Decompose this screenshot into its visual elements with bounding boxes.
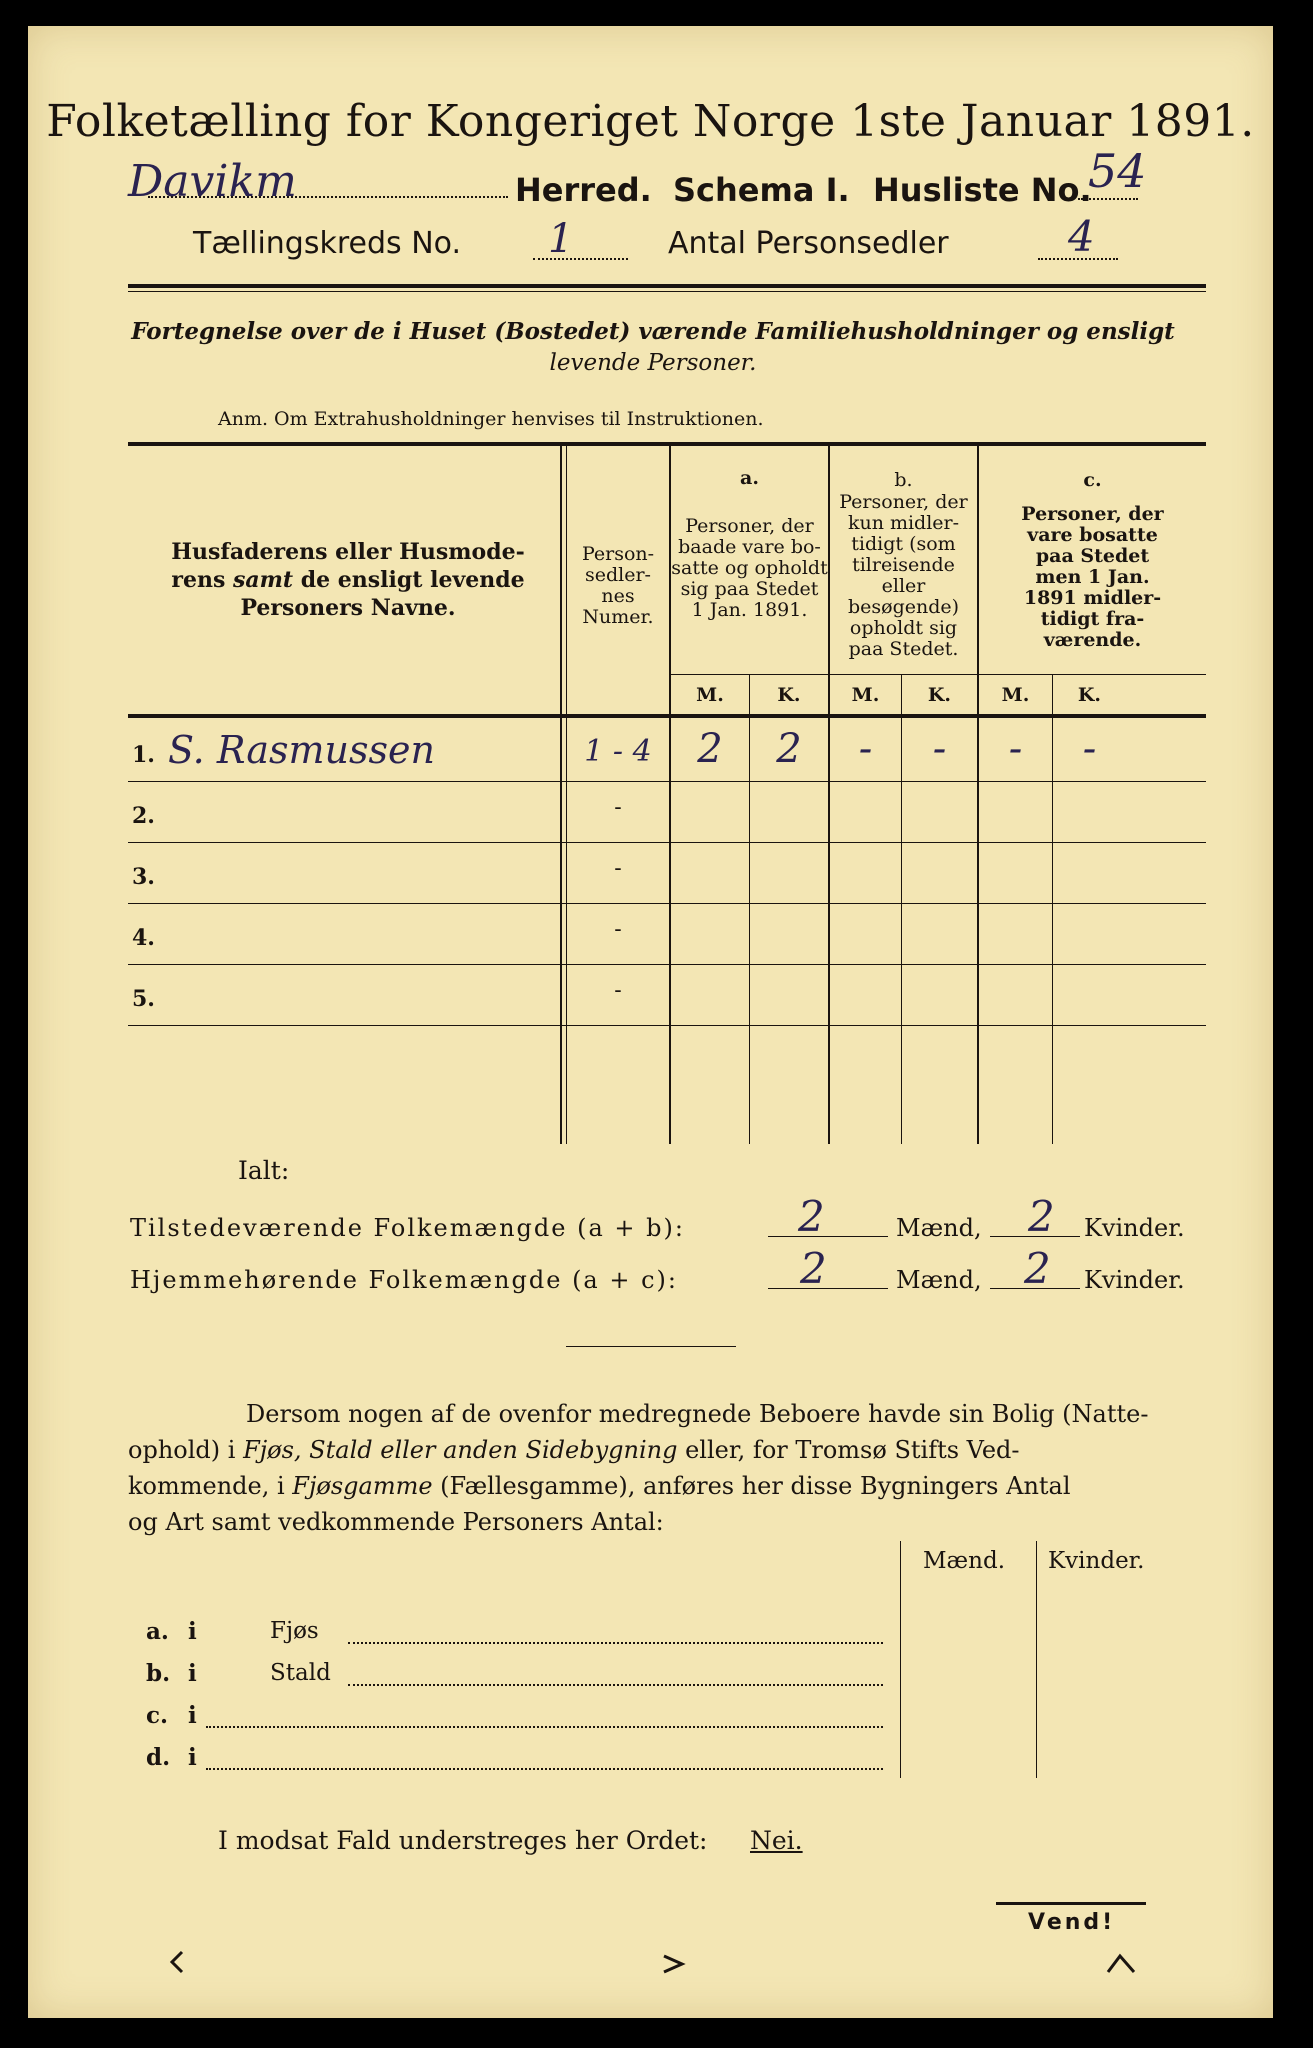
tilstede-kvinder-word: Kvinder. <box>1084 1214 1185 1242</box>
census-form-sheet <box>28 26 1273 2018</box>
col-b-header-line: opholdt sig <box>849 617 958 639</box>
vend-label: Vend! <box>1028 1910 1116 1935</box>
row-name: S. Rasmussen <box>168 728 435 772</box>
mk-header-rule <box>669 674 1206 675</box>
buildings-maend-header: Mænd. <box>923 1548 1006 1574</box>
anm-note: Anm. Om Extrahusholdninger henvises til Instruktionen. <box>218 408 764 430</box>
row-count-a-m: 2 <box>697 726 723 772</box>
row-number: 2. <box>132 803 155 829</box>
tilstede-label: Tilstedeværende Folkemængde (a + b): <box>130 1214 685 1242</box>
col-num-header: Person- sedler- nes Numer. <box>581 543 655 628</box>
building-word: Stald <box>270 1660 331 1686</box>
herred-name: Davikm <box>128 156 297 207</box>
col-a-header-line: satte og opholdt <box>671 557 828 579</box>
tilstede-maend-word: Mænd, <box>896 1214 982 1242</box>
kreds-dotted-line <box>533 258 628 260</box>
col-c-header-line: tidigt fra- <box>1040 608 1145 630</box>
row-count-b-m: - <box>858 726 873 772</box>
col-a-header-line: 1 Jan. 1891. <box>691 599 808 621</box>
header-rule-thick <box>128 284 1206 288</box>
row-count-b-k: - <box>932 726 947 772</box>
hjemme-maend-line <box>768 1288 888 1289</box>
table-row <box>28 844 1273 905</box>
b-m-label: M. <box>851 684 880 706</box>
col-b-header-line: Personer, der <box>839 491 968 513</box>
husliste-dotted-line <box>1078 198 1138 200</box>
building-dotted-line <box>206 1768 883 1770</box>
col-c-header-line: 1891 midler- <box>1023 587 1162 609</box>
col-b-header-line: tidigt (som <box>851 533 956 555</box>
hjemme-label: Hjemmehørende Folkemængde (a + c): <box>130 1266 678 1294</box>
row-sedler-number: 1 - 4 <box>584 734 652 769</box>
corner-mark-right <box>1106 1952 1136 1974</box>
corner-mark-left <box>168 1950 188 1974</box>
antal-dotted-line <box>1038 258 1118 260</box>
row-rule <box>128 781 1206 782</box>
intro-heading-1: Fortegnelse over de i Huset (Bostedet) værende Familiehusholdninger og ensligt <box>131 318 1175 345</box>
row-sedler-number: - <box>614 978 622 1003</box>
row-number: 4. <box>132 925 155 951</box>
b-k-label: K. <box>927 684 952 706</box>
row-count-c-k: - <box>1082 726 1097 772</box>
table-row <box>28 783 1273 844</box>
col-name-header: Husfaderens eller Husmode- rens samt de ensligt levende Personers Navne. <box>171 539 525 621</box>
vend-rule <box>996 1902 1146 1905</box>
table-top-rule <box>128 442 1206 446</box>
building-prep: i <box>188 1618 197 1645</box>
col-b-header-line: tilreisende <box>852 554 955 576</box>
tilstede-maend-value: 2 <box>798 1192 825 1241</box>
col-c-header-line: værende. <box>1043 629 1142 651</box>
section-separator <box>566 1346 736 1347</box>
a-m-label: M. <box>696 684 724 706</box>
row-rule <box>128 842 1206 843</box>
c-k-label: K. <box>1077 684 1102 706</box>
building-dotted-line <box>348 1642 883 1644</box>
row-number: 3. <box>132 864 155 890</box>
antal-number: 4 <box>1068 212 1095 261</box>
header-rule-thin <box>128 291 1206 292</box>
table-row <box>28 722 1273 783</box>
col-a-letter: a. <box>740 467 759 489</box>
col-b-header-line: paa Stedet. <box>848 638 959 660</box>
buildings-divider-1 <box>900 1541 901 1778</box>
row-number: 5. <box>132 986 155 1012</box>
building-letter: b. <box>146 1660 171 1687</box>
col-c-header-line: paa Stedet <box>1035 545 1150 567</box>
herred-label: Herred. <box>515 171 652 209</box>
herred-dotted-line <box>148 196 508 198</box>
kreds-label: Tællingskreds No. <box>193 226 461 261</box>
row-sedler-number: - <box>614 795 622 820</box>
tilstede-maend-line <box>768 1236 888 1237</box>
row-sedler-number: - <box>614 917 622 942</box>
modsat-text: I modsat Fald understreges her Ordet: <box>218 1826 708 1855</box>
row-count-c-m: - <box>1008 726 1023 772</box>
col-a-header-line: Personer, der <box>685 515 814 537</box>
kreds-number: 1 <box>548 216 574 262</box>
col-c-header-line: vare bosatte <box>1027 524 1158 546</box>
row-count-a-k: 2 <box>776 726 802 772</box>
col-b-header-line: eller <box>881 575 926 597</box>
building-dotted-line <box>206 1726 883 1728</box>
row-rule <box>128 903 1206 904</box>
col-c-letter: c. <box>1083 469 1102 491</box>
buildings-divider-2 <box>1036 1541 1037 1778</box>
row-rule <box>128 964 1206 965</box>
building-prep: i <box>188 1660 197 1687</box>
building-letter: c. <box>146 1702 169 1729</box>
hjemme-maend-word: Mænd, <box>896 1266 982 1294</box>
col-b-header <box>830 492 977 660</box>
schema-label: Schema I. <box>673 171 850 209</box>
husliste-number: 54 <box>1088 144 1147 198</box>
building-dotted-line <box>348 1684 883 1686</box>
building-prep: i <box>188 1702 197 1729</box>
tilstede-kvinder-value: 2 <box>1028 1192 1055 1241</box>
col-b-header-line: besøgende) <box>847 596 960 618</box>
col-a-header-line: sig paa Stedet <box>680 578 819 600</box>
col-a-header-line: baade vare bo- <box>678 536 821 558</box>
col-a-header <box>671 516 828 621</box>
buildings-paragraph: Dersom nogen af de ovenfor medregnede Beboere havde sin Bolig (Natte- ophold) i Fjøs, Stald eller anden Sidebygning eller, for Tromsø Stifts Ved- kommende, i Fjøsgamme (Fællesgamme), anføres her disse Bygningers Antal og Art samt vedkommende Personers Antal: <box>128 1400 1149 1536</box>
hjemme-kvinder-word: Kvinder. <box>1084 1266 1185 1294</box>
ialt-label: Ialt: <box>238 1156 290 1185</box>
row-number: 1. <box>132 742 155 768</box>
hjemme-kvinder-value: 2 <box>1024 1244 1051 1293</box>
corner-mark-center <box>660 1952 688 1974</box>
col-c-header <box>979 504 1206 651</box>
building-letter: a. <box>146 1618 169 1645</box>
form-title: Folketælling for Kongeriget Norge 1ste Januar 1891. <box>46 96 1255 147</box>
husliste-label: Husliste No. <box>873 171 1092 209</box>
c-m-label: M. <box>1001 684 1030 706</box>
table-header-bottom-rule <box>128 714 1206 718</box>
hjemme-maend-value: 2 <box>800 1244 827 1293</box>
building-letter: d. <box>146 1744 171 1771</box>
col-b-letter: b. <box>894 469 913 491</box>
a-k-label: K. <box>777 684 801 706</box>
building-prep: i <box>188 1744 197 1771</box>
col-b-header-line: kun midler- <box>847 512 960 534</box>
col-c-header-line: Personer, der <box>1021 503 1164 525</box>
buildings-kvinder-header: Kvinder. <box>1048 1548 1145 1574</box>
antal-label: Antal Personsedler <box>668 226 949 261</box>
row-rule <box>128 1025 1206 1026</box>
intro-heading-2: levende Personer. <box>549 350 757 376</box>
row-sedler-number: - <box>614 856 622 881</box>
table-row <box>28 905 1273 966</box>
table-row <box>28 966 1273 1027</box>
building-word: Fjøs <box>270 1618 319 1644</box>
nei-word: Nei. <box>750 1826 803 1855</box>
col-c-header-line: men 1 Jan. <box>1035 566 1150 588</box>
